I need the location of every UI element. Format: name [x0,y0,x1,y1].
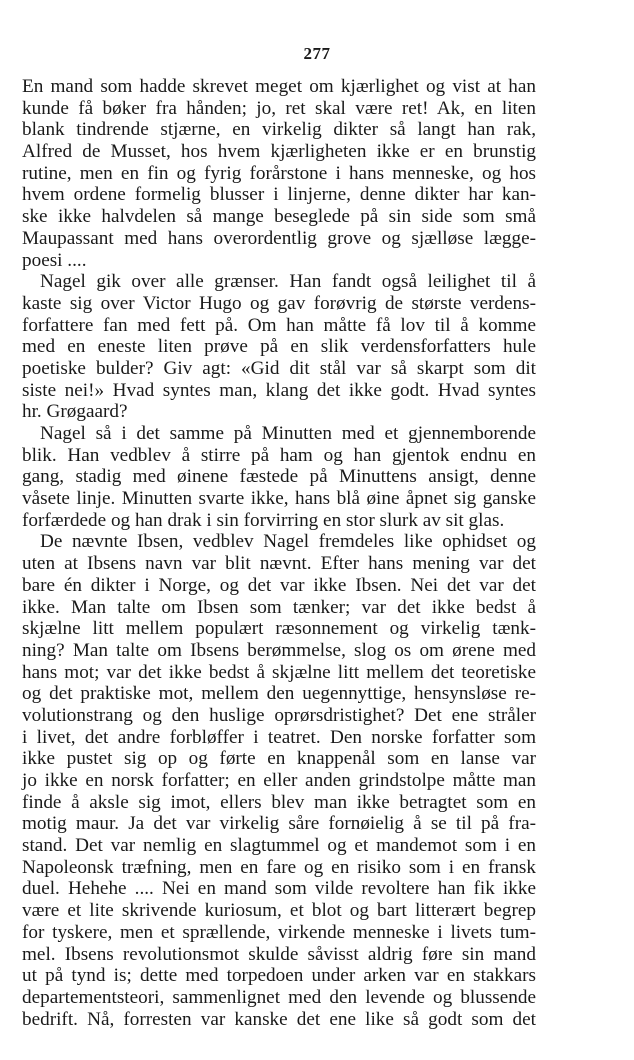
text-line: bedrift. Nå, forresten var kanske det ene like så godt som det [22,1008,536,1030]
text-line: ut på tynd is; dette med torpedoen under arken var en stakkars [22,965,536,987]
text-line: bare én dikter i Norge, og det var ikke Ibsen. Nei det var det [22,574,536,596]
text-line: jo ikke en norsk forfatter; en eller anden grindstolpe måtte man [22,770,536,791]
text-line: blik. Han vedblev å stirre på ham og han gjentok endnu en [22,444,536,466]
text-line: være et lite skrivende kuriosum, et blot og bart litterært begrep [22,900,536,922]
text-line: mel. Ibsens revolutionsmot skulde såvisst aldrig føre sin mand [22,943,536,965]
text-line: kunde få bøker fra hånden; jo, ret skal være ret! Ak, en liten [22,97,536,119]
text-line: poesi .... [22,249,87,271]
text-line: med en eneste liten prøve på en slik verdensforfatters hule [22,336,536,358]
text-line: ikke pustet sig op og førte en knappenål som en lanse var [22,748,536,770]
text-line: rutine, men en fin og fyrig forårstone i hans menneske, og hos [22,162,536,184]
text-line: ning? Man talte om Ibsens berømmelse, slog os om ørene med [22,639,536,661]
text-line: De nævnte Ibsen, vedblev Nagel fremdeles like ophidset og [40,531,536,553]
text-line: for tyskere, men et sprællende, virkende menneske i livets tum- [22,921,536,943]
body-text [22,76,536,1030]
text-line: uten at Ibsens navn var blit nævnt. Efter hans mening var det [22,553,536,575]
text-line: Napoleonsk træfning, men en fare og en risiko som i en fransk [22,856,536,878]
page-number: 277 [303,44,331,63]
text-line: hr. Grøgaard? [22,401,128,423]
text-line: forfattere fan med fett på. Om han måtte få lov til å komme [22,314,536,336]
text-line: departementsteori, sammenlignet med den levende og blussende [22,986,536,1008]
text-line: skjælne litt mellem populært ræsonnement og virkelig tænk- [22,618,536,640]
text-line: i livet, det andre forbløffer i teatret. Den norske forfatter som [22,726,536,748]
text-line: og det praktiske mot, mellem den uegennyttige, hensynsløse re- [22,683,536,705]
text-line: ikke. Man talte om Ibsen som tænker; var det ikke bedst å [22,596,536,618]
text-line: motig maur. Ja det var virkelig såre fornøielig å se til på fra- [22,813,536,835]
text-line: våsete linje. Minutten svarte ikke, hans blå øine åpnet sig ganske [22,488,536,510]
text-line: Maupassant med hans overordentlig grove og sjælløse lægge- [22,227,536,249]
text-line: Alfred de Musset, hos hvem kjærligheten ikke er en brunstig [22,141,536,163]
text-line: kaste sig over Victor Hugo og gav forøvrig de største verdens- [22,292,536,314]
text-line: siste nei!» Hvad syntes man, klang det ikke godt. Hvad syntes [22,379,536,401]
text-line: ske ikke halvdelen så mange beseglede på sin side som små [22,206,536,228]
text-line: hans mot; var det ikke bedst å skjælne litt mellem det teoretiske [22,661,536,683]
text-line: volutionstrang og den huslige oprørsdristighet? Det ene stråler [22,704,536,726]
text-line: gang, stadig med øinene fæstede på Minuttens ansigt, denne [22,466,536,488]
text-line: stand. Det var nemlig en slagtummel og et mandemot som i en [22,835,536,857]
text-line: Nagel gik over alle grænser. Han fandt også leilighet til å [40,271,536,293]
text-line: blank tindrende stjærne, en virkelig dikter så langt han rak, [22,119,536,141]
text-line: En mand som hadde skrevet meget om kjærlighet og vist at han [22,76,536,97]
text-line: poetiske bulder? Giv agt: «Gid dit stål var så skarpt som dit [22,357,536,379]
text-line: duel. Hehehe .... Nei en mand som vilde revoltere han fik ikke [22,878,536,900]
text-line: Nagel så i det samme på Minutten med et gjennemborende [40,423,536,444]
text-line: hvem ordene formelig blusser i linjerne, denne dikter har kan- [22,184,536,206]
text-line: finde å aksle sig imot, ellers blev man ikke betragtet som en [22,791,536,813]
text-line: forfærdede og han drak i sin forvirring en stor slurk av sit glas. [22,509,505,531]
